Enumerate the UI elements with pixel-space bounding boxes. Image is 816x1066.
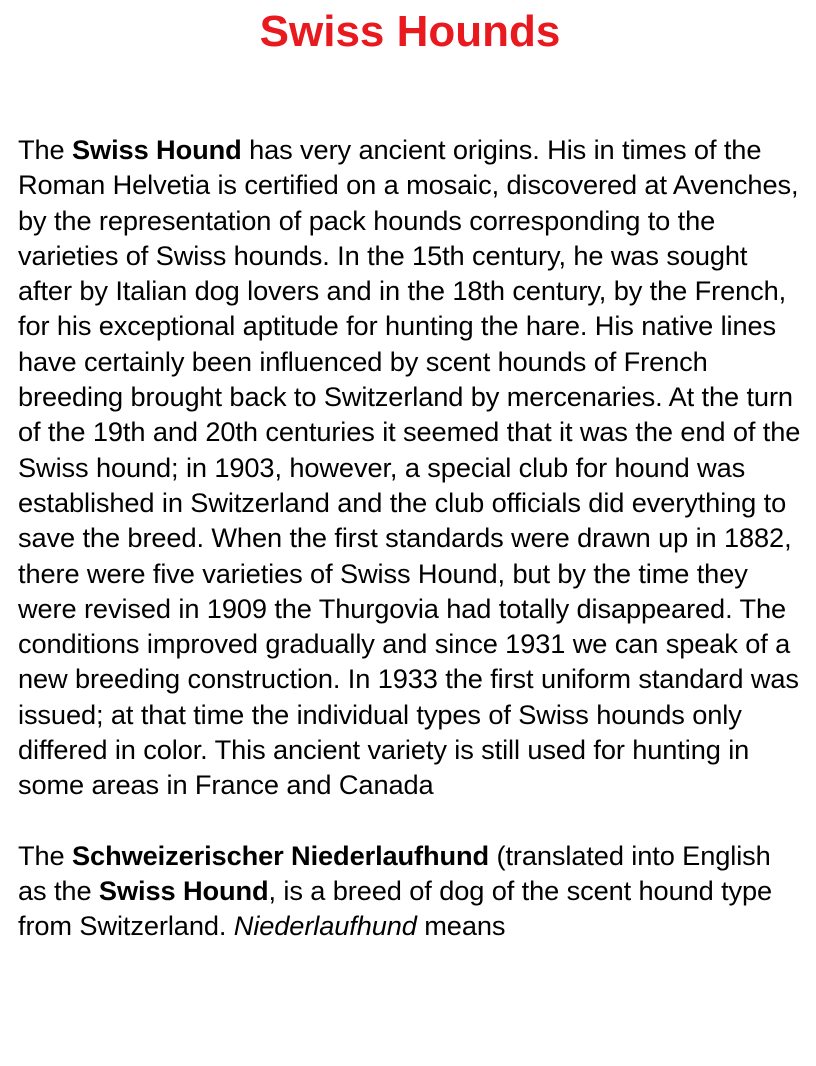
paragraph-history <box>18 132 802 803</box>
paragraph-breed-definition <box>18 838 802 944</box>
paragraph-definition-mid: (translated into English as the <box>18 839 771 906</box>
bold-term-swiss-hound-2: Swiss Hound <box>98 874 269 906</box>
italic-term-niederlaufhund: Niederlaufhund <box>233 910 417 942</box>
page-title: Swiss Hounds <box>259 7 561 56</box>
paragraph-definition-intro: The <box>18 839 73 871</box>
paragraph-history-intro: The <box>18 134 73 165</box>
bold-term-swiss-hound: Swiss Hound <box>72 134 242 165</box>
paragraph-definition-end: means <box>416 910 506 942</box>
paragraph-history-body: has very ancient origins. His in times of the Roman Helvetia is certified on a mosaic, discovered at Avenches, by the representation of pack hounds corresponding to the varieties of Swiss hounds. In the 15th century, he was sought after by Italian dog lovers and in the 18th century, by the French, for his exceptional aptitude for hunting the hare. His native lines have certainly been influenced by scent hounds of French breeding brought back to Switzerland by mercenaries. At the turn of the 19th and 20th centuries it seemed that it was the end of the Swiss hound; in 1903, however, a special club for hound was established in Switzerland and the club officials did everything to save the breed. When the first standards were drawn up in 1882, there were five varieties of Swiss Hound, but by the time they were revised in 1909 the Thurgovia had totally disappeared. The conditions improved gradually and since 1931 we can speak of a new breeding construction. In 1933 the first uniform standard was issued; at that time the individual types of Swiss hounds only differed in color. This ancient variety is still used for hunting in some areas in France and Canada <box>18 134 801 801</box>
bold-term-schweizerischer-niederlaufhund: Schweizerischer Niederlaufhund <box>72 839 490 871</box>
paragraph-definition-mid2: , is a breed of dog of the scent hound type from Switzerland. <box>18 874 773 942</box>
